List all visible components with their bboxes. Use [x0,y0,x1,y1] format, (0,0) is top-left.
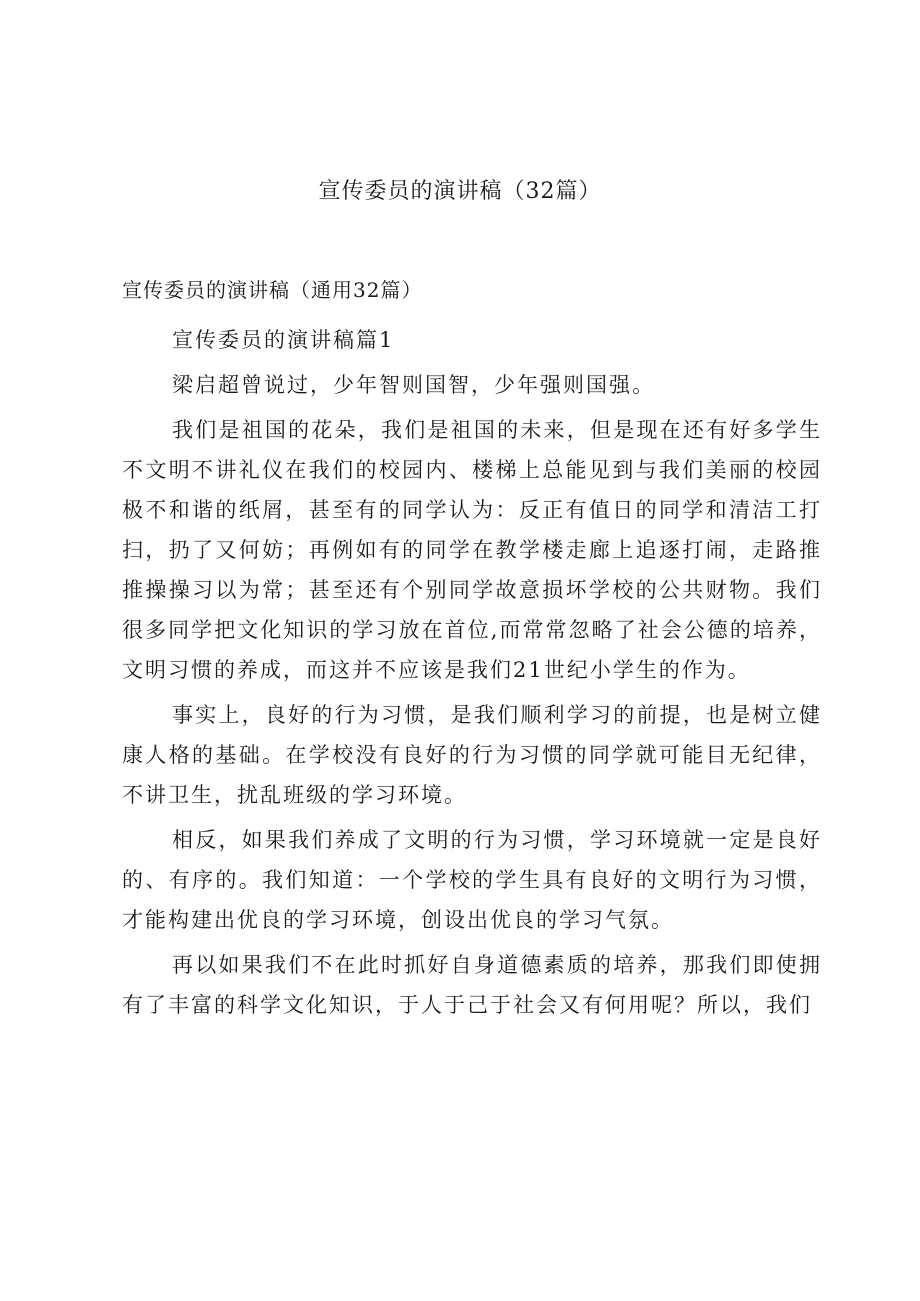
document-subtitle: 宣传委员的演讲稿（通用32篇） [122,278,423,302]
document-body [122,320,822,1030]
section-heading: 宣传委员的演讲稿篇1 [172,328,395,352]
document-title: 宣传委员的演讲稿（32篇） [318,179,602,204]
paragraph: 我们是祖国的花朵，我们是祖国的未来，但是现在还有好多学生不文明不讲礼仪在我们的校园内、楼梯上总能见到与我们美丽的校园极不和谐的纸屑，甚至有的同学认为：反正有值日的同学和清洁工打扫，扔了又何妨；再例如有的同学在教学楼走廊上追逐打闹，走路推推操操习以为常；甚至还有个别同学故意损坏学校的公共财物。我们很多同学把文化知识的学习放在首位,而常常忽略了社会公德的培养，文明习惯的养成，而这并不应该是我们21世纪小学生的作为。 [122,418,822,682]
paragraph: 梁启超曾说过，少年智则国智，少年强则国强。 [172,373,655,397]
paragraph: 事实上，良好的行为习惯，是我们顺利学习的前提，也是树立健康人格的基础。在学校没有良好的行为习惯的同学就可能目无纪律，不讲卫生，扰乱班级的学习环境。 [122,703,822,807]
paragraph: 再以如果我们不在此时抓好自身道德素质的培养，那我们即使拥有了丰富的科学文化知识，于人于己于社会又有何用呢？所以，我们 [122,953,822,1017]
paragraph: 相反，如果我们养成了文明的行为习惯，学习环境就一定是良好的、有序的。我们知道：一个学校的学生具有良好的文明行为习惯，才能构建出优良的学习环境，创设出优良的学习气氛。 [122,828,822,932]
